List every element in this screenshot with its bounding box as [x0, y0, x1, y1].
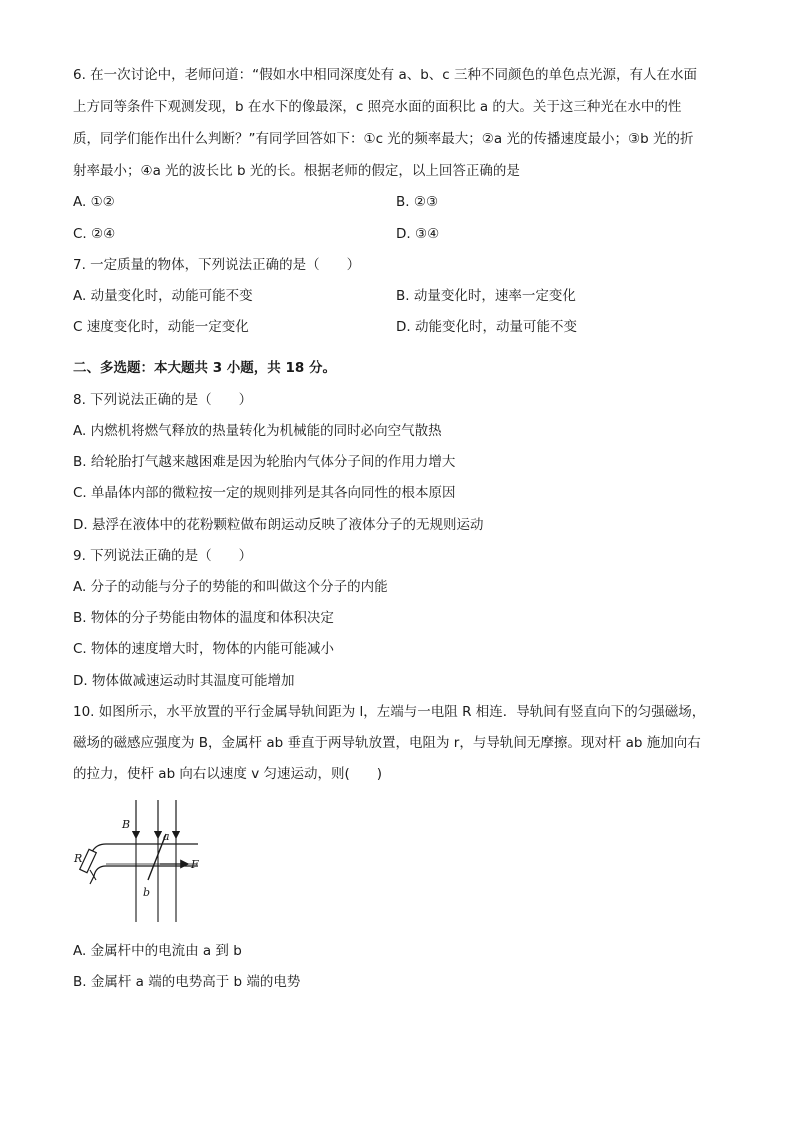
q8-stem: 8. 下列说法正确的是（ ） [73, 392, 253, 408]
bottom-rail [90, 866, 198, 884]
q10-stem-line-2: 磁场的磁感应强度为 B，金属杆 ab 垂直于两导轨放置，电阻为 r，与导轨间无摩擦。现对杆 ab 施加向右 [73, 735, 701, 751]
q6-option-b: B. ②③ [396, 194, 439, 210]
q6-stem-line-2: 上方同等条件下观测发现，b 在水下的像最深，c 照亮水面的面积比 a 的大。关于这三种光在水中的性 [73, 99, 682, 115]
top-rail [92, 844, 198, 852]
section-heading-multiple-choice: 二、多选题：本大题共 3 小题，共 18 分。 [73, 360, 336, 376]
q9-option-d: D. 物体做减速运动时其温度可能增加 [73, 673, 295, 689]
q7-stem: 7. 一定质量的物体，下列说法正确的是（ ） [73, 257, 361, 273]
q8-option-b: B. 给轮胎打气越来越困难是因为轮胎内气体分子间的作用力增大 [73, 454, 456, 470]
q7-option-d: D. 动能变化时，动量可能不变 [396, 319, 577, 335]
q6-stem-line-1: 6. 在一次讨论中，老师问道：“假如水中相同深度处有 a、b、c 三种不同颜色的单色点光源，有人在水面 [73, 67, 698, 83]
q9-option-b: B. 物体的分子势能由物体的温度和体积决定 [73, 610, 334, 626]
label-r: R [74, 852, 83, 865]
q6-stem-line-3: 质，同学们能作出什么判断？”有同学回答如下：①c 光的频率最大；②a 光的传播速度最小；③b 光的折 [73, 131, 694, 147]
q8-option-a: A. 内燃机将燃气释放的热量转化为机械能的同时必向空气散热 [73, 423, 442, 439]
label-f: F [191, 858, 199, 871]
label-a: a [163, 830, 170, 843]
q10-stem-line-3: 的拉力，使杆 ab 向右以速度 v 匀速运动，则( ) [73, 766, 383, 782]
label-b-end: b [143, 886, 151, 899]
q9-option-a: A. 分子的动能与分子的势能的和叫做这个分子的内能 [73, 579, 388, 595]
q9-stem: 9. 下列说法正确的是（ ） [73, 548, 253, 564]
q7-option-c: C 速度变化时，动能一定变化 [73, 319, 249, 335]
q6-option-d: D. ③④ [396, 226, 440, 242]
q10-stem-line-1: 10. 如图所示，水平放置的平行金属导轨间距为 l，左端与一电阻 R 相连．导轨间有竖直向下的匀强磁场， [73, 704, 706, 720]
q8-option-d: D. 悬浮在液体中的花粉颗粒做布朗运动反映了液体分子的无规则运动 [73, 517, 484, 533]
q10-option-a: A. 金属杆中的电流由 a 到 b [73, 943, 242, 959]
label-b-field: B [122, 818, 131, 831]
q10-option-b: B. 金属杆 a 端的电势高于 b 端的电势 [73, 974, 301, 990]
q6-option-a: A. ①② [73, 194, 115, 210]
circuit-figure [70, 798, 210, 926]
q7-option-b: B. 动量变化时，速率一定变化 [396, 288, 576, 304]
q7-option-a: A. 动量变化时，动能可能不变 [73, 288, 253, 304]
q6-option-c: C. ②④ [73, 226, 116, 242]
q9-option-c: C. 物体的速度增大时，物体的内能可能减小 [73, 641, 335, 657]
q6-stem-line-4: 射率最小；④a 光的波长比 b 光的长。根据老师的假定，以上回答正确的是 [73, 163, 520, 179]
q8-option-c: C. 单晶体内部的微粒按一定的规则排列是其各向同性的根本原因 [73, 485, 456, 501]
